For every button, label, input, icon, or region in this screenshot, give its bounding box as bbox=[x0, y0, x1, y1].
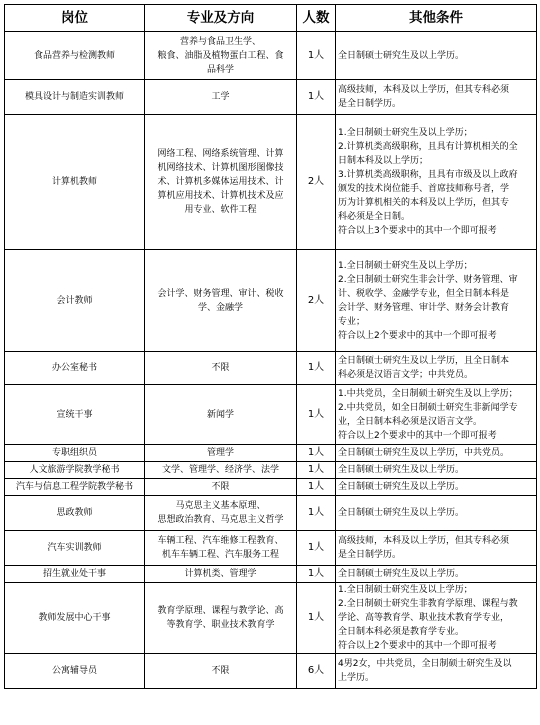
conditions-cell bbox=[336, 462, 537, 479]
count-cell: 1人 bbox=[297, 479, 336, 496]
position-cell: 专职组织员 bbox=[5, 445, 145, 462]
table-row bbox=[5, 352, 537, 385]
position-cell: 会计教师 bbox=[5, 250, 145, 352]
position-cell: 食品营养与检测教师 bbox=[5, 32, 145, 80]
position-cell: 招生就业处干事 bbox=[5, 566, 145, 583]
table-row bbox=[5, 462, 537, 479]
major-line: 不限 bbox=[211, 666, 230, 676]
table-row bbox=[5, 32, 537, 80]
major-cell bbox=[145, 445, 297, 462]
header-count: 人数 bbox=[297, 5, 336, 32]
table-row bbox=[5, 115, 537, 250]
table-row bbox=[5, 583, 537, 654]
table-row bbox=[5, 566, 537, 583]
condition-line: 科必须是全日制。 bbox=[338, 212, 411, 222]
major-line: 等教育学、职业技术教育学 bbox=[166, 620, 275, 630]
condition-line: 全日制硕士研究生及以上学历。 bbox=[338, 465, 465, 475]
conditions-cell bbox=[336, 479, 537, 496]
condition-line: 2.全日制硕士研究生非教育学原理、课程与教 bbox=[338, 599, 518, 609]
condition-line: 学论、高等教育学、职业技术教育学专业， bbox=[338, 613, 510, 623]
count-cell: 1人 bbox=[297, 385, 336, 445]
position-cell: 教师发展中心干事 bbox=[5, 583, 145, 654]
condition-line: 2.中共党员，如全日制硕士研究生非新闻学专 bbox=[338, 402, 518, 413]
condition-line: 上学历。 bbox=[338, 673, 375, 683]
count-cell: 2人 bbox=[297, 115, 336, 250]
count-cell: 1人 bbox=[297, 445, 336, 462]
position-cell: 模具设计与制造实训教师 bbox=[5, 80, 145, 115]
conditions-cell bbox=[336, 583, 537, 654]
count-cell: 2人 bbox=[297, 250, 336, 352]
major-line: 品科学 bbox=[206, 64, 234, 75]
major-line: 文学、管理学、经济学、法学 bbox=[161, 465, 279, 475]
major-cell bbox=[145, 385, 297, 445]
major-line: 不限 bbox=[211, 363, 230, 373]
condition-line: 高级技师，本科及以上学历，但其专科必须 bbox=[338, 536, 510, 546]
header-conditions: 其他条件 bbox=[336, 5, 537, 32]
conditions-cell bbox=[336, 385, 537, 445]
condition-line: 符合以上2个要求中的其中一个即可报考 bbox=[338, 330, 497, 341]
condition-line: 日制本科及以上学历； bbox=[338, 156, 429, 166]
position-cell: 公寓辅导员 bbox=[5, 654, 145, 689]
position-cell: 人文旅游学院教学秘书 bbox=[5, 462, 145, 479]
major-line: 新闻学 bbox=[206, 409, 234, 420]
table-row bbox=[5, 385, 537, 445]
count-cell: 1人 bbox=[297, 32, 336, 80]
table-row bbox=[5, 250, 537, 352]
count-cell: 1人 bbox=[297, 496, 336, 531]
condition-line: 全日制硕士研究生及以上学历，中共党员。 bbox=[338, 448, 510, 458]
major-line: 车辆工程、汽车维修工程教育、 bbox=[157, 536, 284, 546]
major-line: 工学 bbox=[211, 92, 230, 102]
major-line: 管理学 bbox=[206, 448, 234, 458]
recruitment-table-container bbox=[4, 4, 536, 689]
major-line: 机网络技术、计算机图形图像技 bbox=[157, 163, 284, 173]
major-line: 马克思主义基本原理、 bbox=[175, 501, 266, 511]
condition-line: 2.全日制硕士研究生非会计学、财务管理、审 bbox=[338, 274, 518, 285]
major-cell bbox=[145, 80, 297, 115]
count-cell: 6人 bbox=[297, 654, 336, 689]
condition-line: 业，全日制本科必须是汉语言文学。 bbox=[338, 416, 483, 427]
table-row bbox=[5, 531, 537, 566]
count-cell: 1人 bbox=[297, 352, 336, 385]
condition-line: 符合以上2个要求中的其中一个即可报考 bbox=[338, 641, 497, 651]
condition-line: 3.计算机类高级职称，且具有市级及以上政府 bbox=[338, 170, 518, 180]
condition-line: 是全日制学历。 bbox=[338, 550, 402, 560]
table-row bbox=[5, 496, 537, 531]
condition-line: 全日制硕士研究生及以上学历。 bbox=[338, 482, 465, 492]
major-cell bbox=[145, 566, 297, 583]
major-cell bbox=[145, 531, 297, 566]
position-cell: 计算机教师 bbox=[5, 115, 145, 250]
position-cell: 汽车与信息工程学院教学秘书 bbox=[5, 479, 145, 496]
count-cell: 1人 bbox=[297, 531, 336, 566]
conditions-cell bbox=[336, 654, 537, 689]
count-cell: 1人 bbox=[297, 80, 336, 115]
condition-line: 1.全日制硕士研究生及以上学历； bbox=[338, 128, 473, 138]
condition-line: 1.中共党员，全日制硕士研究生及以上学历； bbox=[338, 388, 518, 399]
major-cell bbox=[145, 496, 297, 531]
conditions-cell bbox=[336, 531, 537, 566]
condition-line: 全日制硕士研究生及以上学历。 bbox=[338, 508, 465, 518]
position-cell: 汽车实训教师 bbox=[5, 531, 145, 566]
position-cell: 宣统干事 bbox=[5, 385, 145, 445]
major-line: 算机应用技术、计算机技术及应 bbox=[157, 191, 284, 201]
conditions-cell bbox=[336, 352, 537, 385]
major-cell bbox=[145, 479, 297, 496]
major-line: 网络工程、网络系统管理、计算 bbox=[157, 149, 284, 159]
position-cell: 办公室秘书 bbox=[5, 352, 145, 385]
count-cell: 1人 bbox=[297, 566, 336, 583]
condition-line: 会计学、财务管理、审计学、财务会计教育 bbox=[338, 302, 510, 313]
major-line: 用专业、软件工程 bbox=[184, 205, 257, 215]
condition-line: 专业； bbox=[338, 316, 366, 327]
conditions-cell bbox=[336, 115, 537, 250]
major-line: 会计学、财务管理、审计、税收 bbox=[157, 288, 284, 299]
major-line: 学、金融学 bbox=[197, 302, 243, 313]
conditions-cell bbox=[336, 566, 537, 583]
table-row bbox=[5, 80, 537, 115]
major-cell bbox=[145, 352, 297, 385]
condition-line: 全日制硕士研究生及以上学历，且全日制本 bbox=[338, 356, 510, 366]
table-row bbox=[5, 654, 537, 689]
condition-line: 1.全日制硕士研究生及以上学历； bbox=[338, 585, 473, 595]
table-row bbox=[5, 479, 537, 496]
condition-line: 2.计算机类高级职称，且具有计算机相关的全 bbox=[338, 142, 518, 152]
condition-line: 计、税收学、金融学专业，但全日制本科是 bbox=[338, 288, 510, 299]
count-cell: 1人 bbox=[297, 462, 336, 479]
major-cell bbox=[145, 115, 297, 250]
major-line: 机车车辆工程、汽车服务工程 bbox=[161, 550, 279, 560]
condition-line: 科必须是汉语言文学；中共党员。 bbox=[338, 370, 474, 380]
conditions-cell bbox=[336, 445, 537, 462]
condition-line: 4男2女，中共党员，全日制硕士研究生及以 bbox=[338, 659, 512, 669]
condition-line: 高级技师，本科及以上学历，但其专科必须 bbox=[338, 85, 510, 95]
header-position: 岗位 bbox=[5, 5, 145, 32]
table-row bbox=[5, 445, 537, 462]
condition-line: 颁发的技术岗位能手、首席技师称号者，学 bbox=[338, 184, 510, 194]
major-line: 思想政治教育、马克思主义哲学 bbox=[157, 515, 284, 525]
conditions-cell bbox=[336, 80, 537, 115]
condition-line: 符合以上2个要求中的其中一个即可报考 bbox=[338, 430, 497, 441]
condition-line: 符合以上3个要求中的其中一个即可报考 bbox=[338, 226, 497, 236]
count-cell: 1人 bbox=[297, 583, 336, 654]
major-line: 计算机类、管理学 bbox=[184, 569, 257, 579]
major-cell bbox=[145, 583, 297, 654]
conditions-cell bbox=[336, 496, 537, 531]
conditions-cell bbox=[336, 32, 537, 80]
condition-line: 1.全日制硕士研究生及以上学历； bbox=[338, 260, 473, 271]
major-line: 营养与食品卫生学、 bbox=[179, 36, 261, 47]
condition-line: 全日制硕士研究生及以上学历。 bbox=[338, 50, 465, 61]
conditions-cell bbox=[336, 250, 537, 352]
major-line: 不限 bbox=[211, 482, 230, 492]
major-line: 粮食、油脂及植物蛋白工程、食 bbox=[157, 50, 284, 61]
position-cell: 思政教师 bbox=[5, 496, 145, 531]
major-cell bbox=[145, 250, 297, 352]
condition-line: 是全日制学历。 bbox=[338, 99, 402, 109]
condition-line: 全日制本科必须是教育学专业。 bbox=[338, 627, 465, 637]
condition-line: 全日制硕士研究生及以上学历。 bbox=[338, 569, 465, 579]
major-line: 术、计算机多媒体运用技术、计 bbox=[157, 177, 284, 187]
header-major: 专业及方向 bbox=[145, 5, 297, 32]
condition-line: 历为计算机相关的本科及以上学历，但其专 bbox=[338, 198, 510, 208]
major-cell bbox=[145, 462, 297, 479]
table-header-row bbox=[5, 5, 537, 32]
major-cell bbox=[145, 32, 297, 80]
major-cell bbox=[145, 654, 297, 689]
table-body bbox=[5, 32, 537, 689]
major-line: 教育学原理、课程与教学论、高 bbox=[157, 606, 284, 616]
recruitment-table bbox=[4, 4, 537, 689]
